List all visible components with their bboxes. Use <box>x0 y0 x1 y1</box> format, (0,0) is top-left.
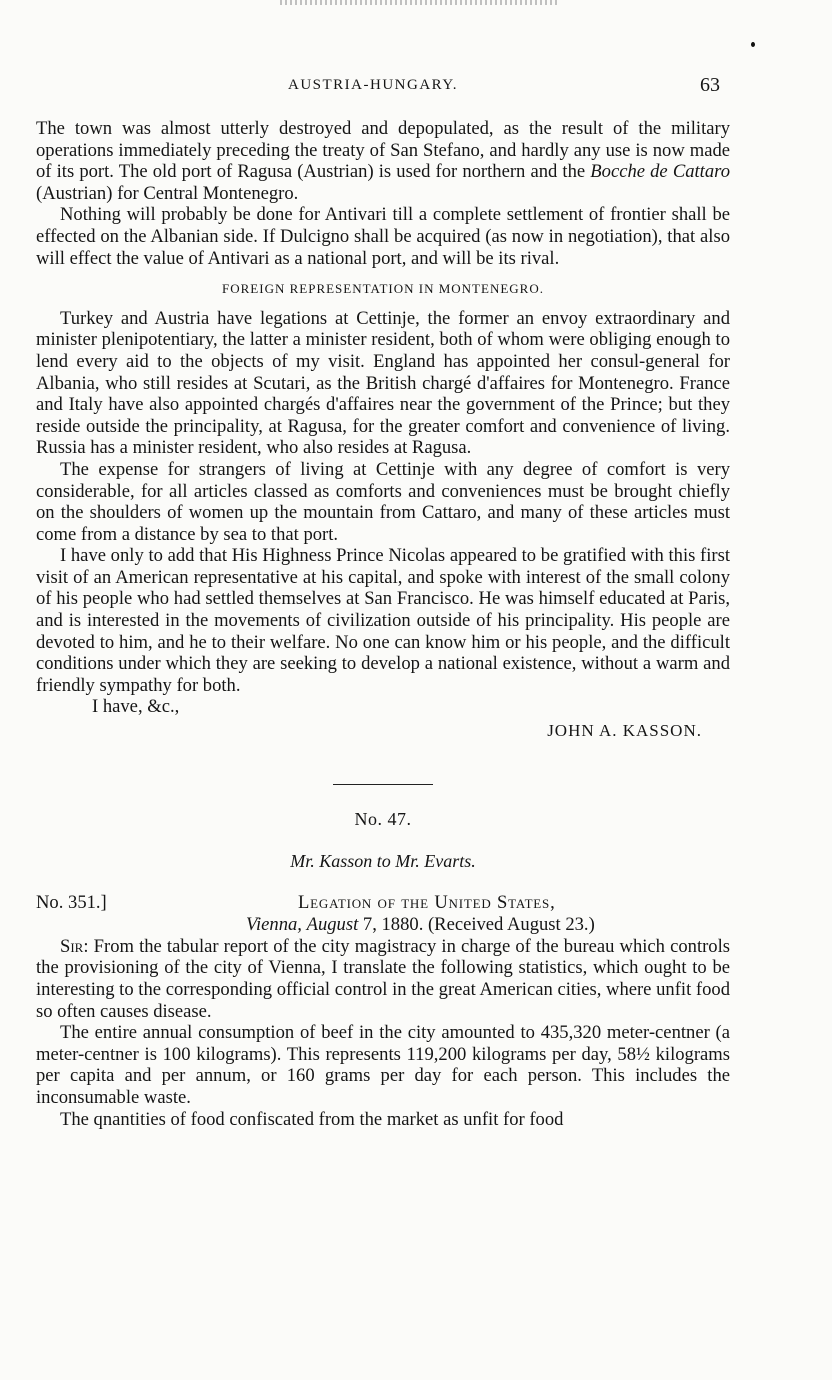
paragraph: Turkey and Austria have legations at Cettinje, the former an envoy extraordinary and minister plenipotentiary, the latter a minister resident, both of whom were obliging enough to lend every aid to the objects of my visit. England has appointed her consul-general for Albania, who still resides at Scutari, as the British chargé d'affaires for Montenegro. France and Italy have also appointed chargés d'affaires near the government of the Prince; but they reside outside the principality, at Ragusa, for the greater comfort and convenience of living. Russia has a minister resident, who also resides at Ragusa. <box>36 307 730 459</box>
running-title: AUSTRIA-HUNGARY. <box>288 77 458 93</box>
document-number: No. 47. <box>354 808 412 829</box>
scan-artifact <box>280 0 560 5</box>
paragraph <box>36 936 730 1022</box>
dispatch-header <box>36 892 730 914</box>
paragraph <box>36 118 730 204</box>
closing: I have, &c., <box>92 696 180 718</box>
ink-dot <box>751 42 755 47</box>
paragraph: I have only to add that His Highness Prince Nicolas appeared to be gratified with this first visit of an American representative at his capital, and spoke with interest of the small colony of his people who had settled themselves at San Francisco. He was himself educated at Paris, and is interested in the movements of civilization outside of his principality. His people are devoted to him, and he to their welfare. No one can know him or his people, and the difficult conditions under which they are seeking to develop a national existence, without a warm and friendly sympathy for both. <box>36 545 730 696</box>
place-name: Bocche de Cattaro <box>590 161 730 183</box>
paragraph-text: The town was almost utterly destroyed and depopulated, as the result of the military operations immediately preceding the treaty of San Stefano, and hardly any use is now made of its port. The old port of Ragusa (Austrian) is used for northern and the <box>36 118 730 183</box>
paragraph: The expense for strangers of living at Cettinje with any degree of comfort is very considerable, for all articles classed as comforts and conveniences must be brought chiefly on the shoulders of women up the mountain from Cattaro, and many of these articles must come from a distance by sea to that port. <box>36 458 730 545</box>
paragraph-text: From the tabular report of the city magistracy in charge of the bureau which controls the provisioning of the city of Vienna, I translate the following statistics, which ought to be interesting to the corresponding official control in the great American cities, where unfit food so often causes disease. <box>36 935 730 1022</box>
page-text <box>36 118 730 1130</box>
document-subject: Mr. Kasson to Mr. Evarts. <box>290 851 476 872</box>
dispatch-date <box>36 914 730 936</box>
dispatch-number: No. 351.] <box>36 891 107 913</box>
page-number: 63 <box>700 74 720 96</box>
legation-name: Legation of the United States, <box>298 891 556 913</box>
date: 7, 1880. (Received August 23.) <box>362 913 595 935</box>
salutation: Sir: <box>60 935 89 957</box>
paragraph: Nothing will probably be done for Antivari till a complete settlement of frontier shall be effected on the Albanian side. If Dulcigno shall be acquired (as now in negotiation), that also will effect the value of Antivari as a national port, and will be its rival. <box>36 204 730 269</box>
running-head <box>0 74 832 98</box>
place: Vienna, <box>246 913 302 935</box>
paragraph-text: (Austrian) for Central Montenegro. <box>36 182 299 204</box>
section-heading: FOREIGN REPRESENTATION IN MONTENEGRO. <box>222 281 544 297</box>
paragraph: The qnantities of food confiscated from the market as unfit for food <box>60 1108 564 1130</box>
divider <box>333 784 433 785</box>
signature: JOHN A. KASSON. <box>547 721 702 741</box>
month: August <box>306 913 359 935</box>
paragraph: The entire annual consumption of beef in the city amounted to 435,320 meter-centner (a meter-centner is 100 kilograms). This represents 119,200 kilograms per day, 58½ kilograms per capita and per annum, or 160 grams per day for each person. This includes the inconsumable waste. <box>36 1022 730 1108</box>
